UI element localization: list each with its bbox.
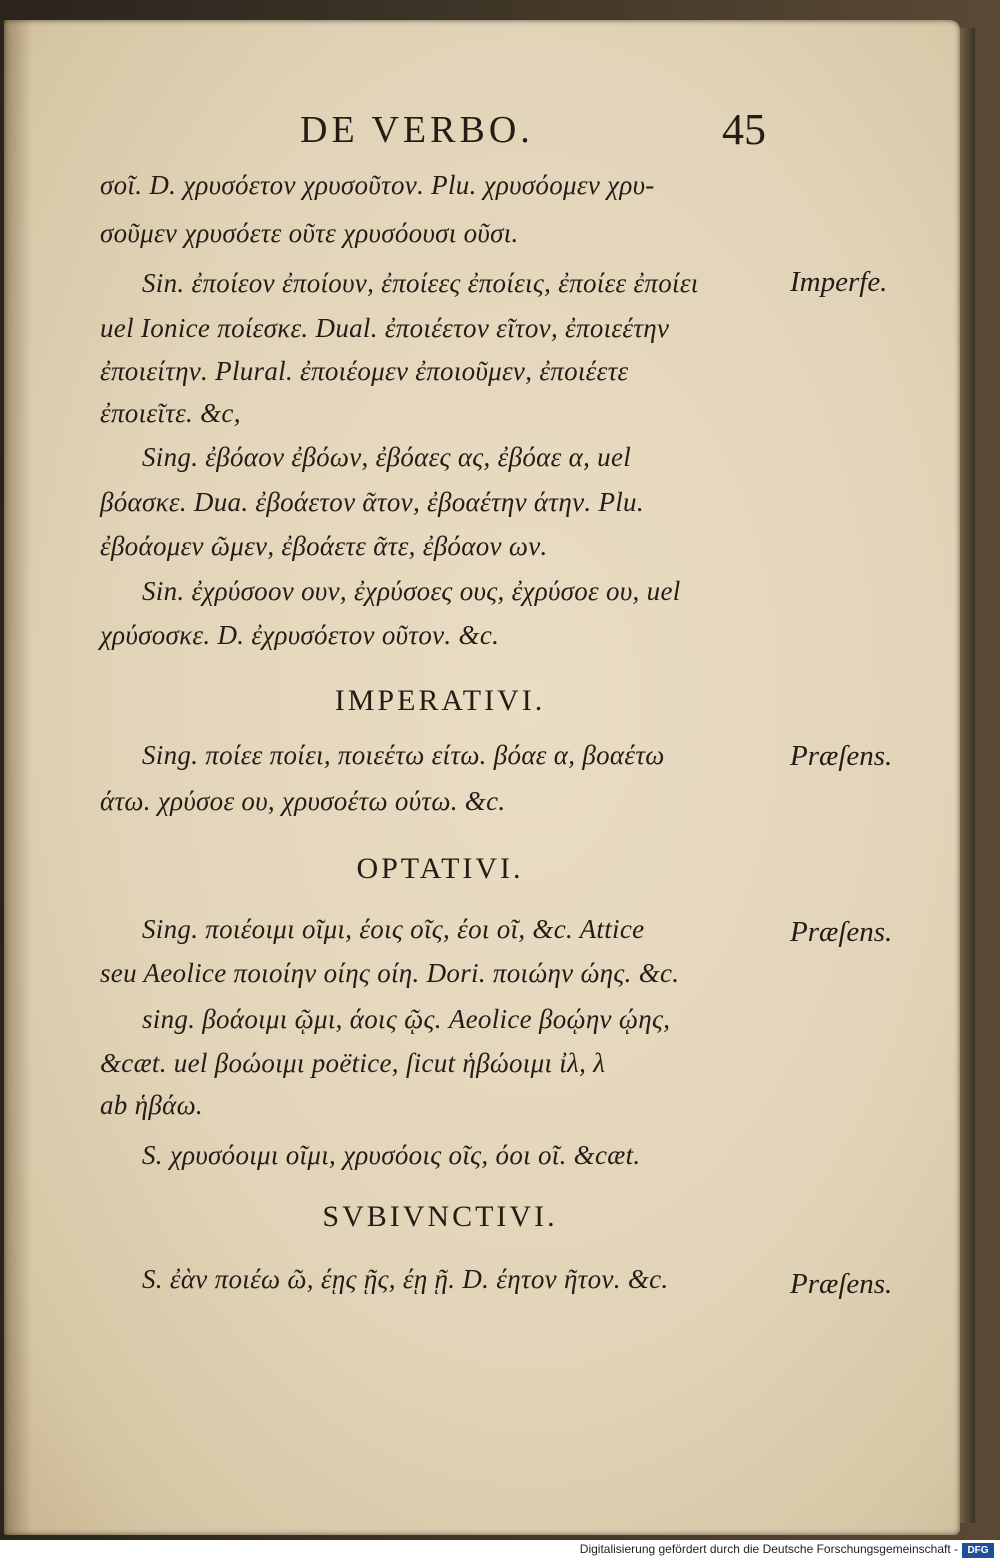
text-line: ἐποιείτην. Plural. ἐποιέομεν ἐποιοῦμεν, ἐποιέετε bbox=[100, 356, 629, 386]
gutter-shadow bbox=[4, 20, 32, 1535]
section-heading-imperativi: IMPERATIVI. bbox=[334, 684, 546, 717]
text-line: S. χρυσόοιμι οῖμι, χρυσόοις οῖς, όοι οῖ. &cæt. bbox=[142, 1140, 641, 1170]
margin-note-praesens: Præſens. bbox=[790, 1268, 893, 1300]
section-heading-subiunctivi: SVBIVNCTIVI. bbox=[322, 1200, 558, 1233]
margin-note-praesens: Præſens. bbox=[790, 916, 893, 948]
text-line: ab ἡβάω. bbox=[100, 1090, 203, 1120]
text-line: seu Aeolice ποιοίην οίης οίη. Dori. ποιώην ώης. &c. bbox=[100, 958, 680, 988]
running-head: DE VERBO. bbox=[300, 109, 534, 151]
text-line: άτω. χρύσοε ου, χρυσοέτω ούτω. &c. bbox=[100, 786, 506, 816]
text-line: uel Ionice ποίεσκε. Dual. ἐποιέετον εῖτον, ἐποιεέτην bbox=[100, 313, 670, 343]
text-line: ἐβοάομεν ῶμεν, ἐβοάετε ᾶτε, ἐβόαον ων. bbox=[100, 531, 548, 561]
text-line: &cæt. uel βοώοιμι poëtice, ſicut ἡβώοιμι ἰλ, λ bbox=[100, 1048, 606, 1078]
page-number: 45 bbox=[722, 105, 766, 154]
text-line: Sing. ποίεε ποίει, ποιεέτω είτω. βόαε α, βοαέτω bbox=[142, 740, 665, 770]
text-line: Sin. ἐχρύσοον ουν, ἐχρύσοες ους, ἐχρύσοε ου, uel bbox=[142, 576, 681, 606]
margin-note-imperfect: Imperfe. bbox=[790, 266, 888, 298]
text-line: ἐποιεῖτε. &c, bbox=[100, 398, 241, 428]
text-line: σοῦμεν χρυσόετε οῦτε χρυσόουσι οῦσι. bbox=[100, 218, 519, 248]
text-line: σοῖ. D. χρυσόετον χρυσοῦτον. Plu. χρυσόομεν χρυ- bbox=[100, 170, 655, 200]
text-line: sing. βοάοιμι ῷμι, άοις ῷς. Aeolice βοῴην ῴης, bbox=[142, 1004, 671, 1034]
digitization-footer bbox=[0, 1540, 1000, 1562]
text-line: Sing. ποιέοιμι οῖμι, έοις οῖς, έοι οῖ, &c. Attice bbox=[142, 914, 645, 944]
footer-credit: Digitalisierung gefördert durch die Deutsche Forschungsgemeinschaft - bbox=[579, 1542, 958, 1556]
margin-note-praesens: Præſens. bbox=[790, 740, 893, 772]
dfg-logo: DFG bbox=[962, 1543, 994, 1558]
text-line: χρύσοσκε. D. ἐχρυσόετον οῦτον. &c. bbox=[100, 620, 500, 650]
text-line: S. ἐὰν ποιέω ῶ, έῃς ῇς, έῃ ῇ. D. έητον ῆτον. &c. bbox=[142, 1264, 669, 1294]
text-line: Sing. ἐβόαον ἐβόων, ἐβόαες ας, ἐβόαε α, uel bbox=[142, 442, 632, 472]
text-line: Sin. ἐποίεον ἐποίουν, ἐποίεες ἐποίεις, ἐποίεε ἐποίει bbox=[142, 268, 699, 298]
page-text bbox=[100, 0, 790, 1540]
text-line: βόασκε. Dua. ἐβοάετον ᾶτον, ἐβοαέτην άτην. Plu. bbox=[100, 487, 644, 517]
section-heading-optativi: OPTATIVI. bbox=[356, 852, 524, 885]
